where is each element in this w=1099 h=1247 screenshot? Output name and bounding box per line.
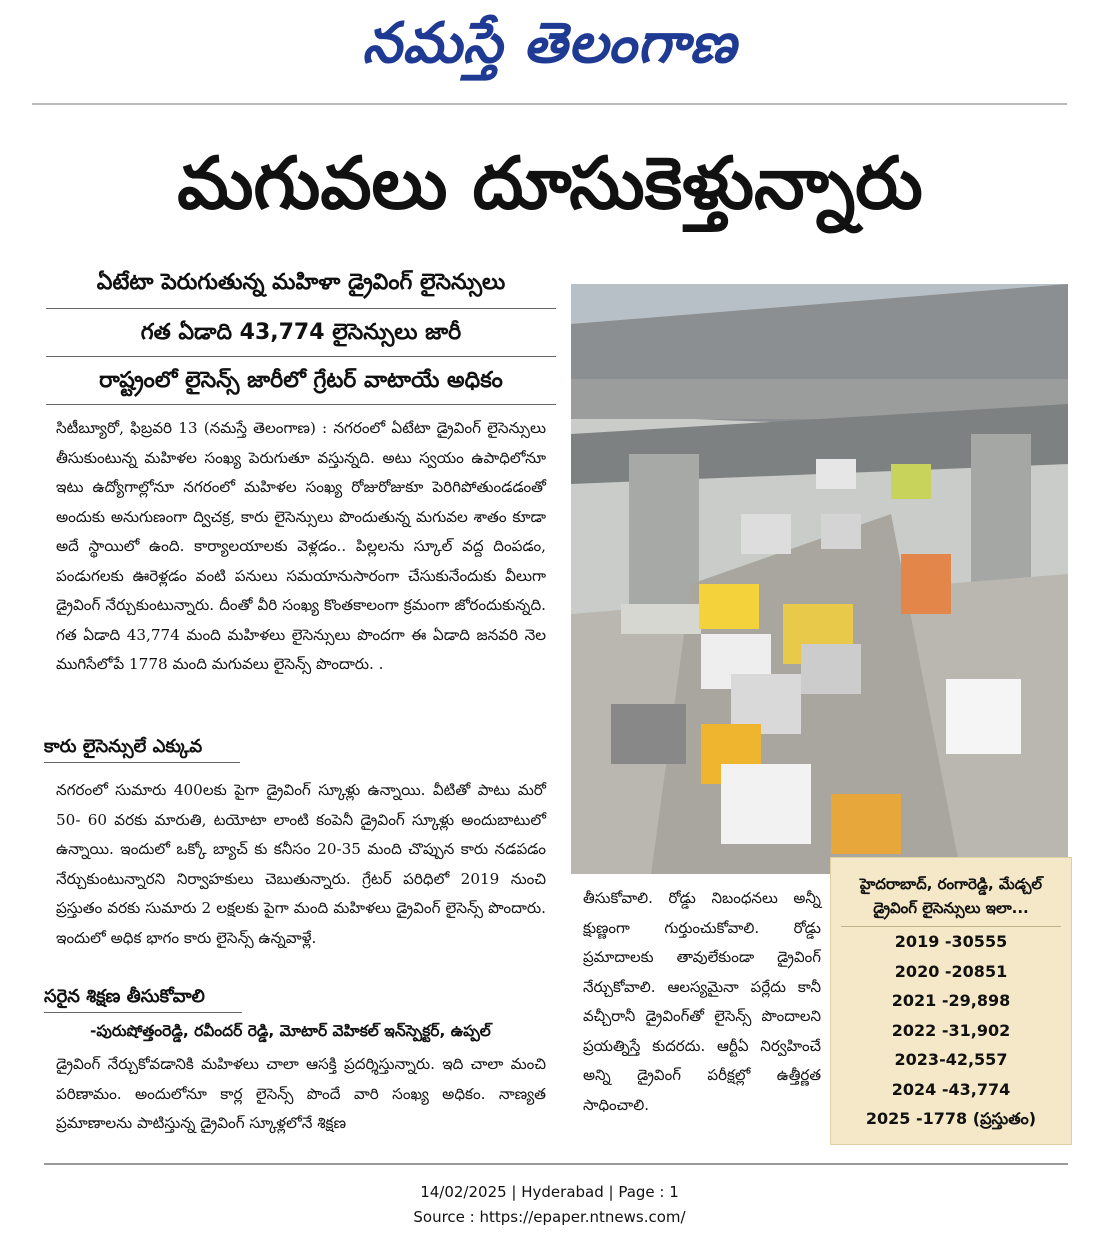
- article-paragraph-4: తీసుకోవాలి. రోడ్డు నిబంధనలు అన్నీ క్షుణ్ణంగా గుర్తుంచుకోవాలి. రోడ్డు ప్రమాదాలకు తావులేకుండా డ్రైవింగ్ నేర్చుకోవాలి. ఆలస్యమైనా పర్లేదు కానీ వచ్చీరానీ డ్రైవింగ్‌తో లైసెన్స్ పొందాలని ప్రయత్నిస్తే కుదరదు. ఆర్టీఏ నిర్వహించే అన్ని డ్రైవింగ్ పరీక్షల్లో ఉత్తీర్ణత సాధించాలి.: [583, 889, 821, 1114]
- stats-row: 2023-42,557: [894, 1050, 1008, 1069]
- article-paragraph-3: డ్రైవింగ్ నేర్చుకోవడానికి మహిళలు చాలా ఆసక్తి ప్రదర్శిస్తున్నారు. ఇది చాలా మంచి పరిణామం. అందులోనూ కార్ల లైసెన్స్ పొందే వారి సంఖ్య అధికం. నాణ్యత ప్రమాణాలను పాటిస్తున్న డ్రైవింగ్ స్కూళ్లలోనే శిక్షణ: [56, 1055, 546, 1132]
- masthead: [0, 0, 1099, 100]
- subheading-divider: [46, 356, 556, 357]
- stats-row: 2025 -1778 (ప్రస్తుతం): [865, 1109, 1037, 1128]
- section-heading-car-licenses: కారు లైసెన్సులే ఎక్కువ: [44, 736, 203, 757]
- article-paragraph-2: నగరంలో సుమారు 400లకు పైగా డ్రైవింగ్ స్కూళ్లు ఉన్నాయి. వీటితో పాటు మరో 50- 60 వరకు మారుతి, టయోటా లాంటి కంపెనీ డ్రైవింగ్ స్కూళ్లు అందుబాటులో ఉన్నాయి. ఇందులో ఒక్కో బ్యాచ్ కు కనీసం 20-35 మంది చొప్పున కారు నడపడం నేర్చుకుంటున్నారని నిర్వాహకులు చెబుతున్నారు. గ్రేటర్ పరిధిలో 2019 నుంచి ప్రస్తుతం వరకు సుమారు 2 లక్షలకు పైగా మంది మహిళలు డ్రైవింగ్ లైసెన్స్ పొందారు. ఇందులో అధిక భాగం కారు లైసెన్స్ ఉన్నవాళ్లే.: [56, 781, 546, 947]
- byline: -పురుషోత్తంరెడ్డి, రవీందర్ రెడ్డి, మోటార్ వెహికల్ ఇన్‌స్పెక్టర్, ఉప్పల్: [90, 1022, 491, 1040]
- footer-source-link[interactable]: Source : https://epaper.ntnews.com/: [413, 1208, 686, 1226]
- section-underline: [44, 1012, 242, 1013]
- stats-box-title: హైదరాబాద్, రంగారెడ్డి, మేడ్చల్ డ్రైవింగ్ లైసెన్సులు ఇలా...: [841, 858, 1061, 927]
- stats-row: 2022 -31,902: [891, 1020, 1011, 1040]
- stats-row: 2021 -29,898: [891, 991, 1011, 1010]
- traffic-photo: [571, 284, 1068, 874]
- subheading-3: రాష్ట్రంలో లైసెన్స్ జారీలో గ్రేటర్ వాటాయే అధికం: [99, 368, 503, 393]
- footer-divider: [44, 1163, 1068, 1165]
- subheading-2: గత ఏడాది 43,774 లైసెన్సులు జారీ: [140, 320, 462, 345]
- section-heading-training: సరైన శిక్షణ తీసుకోవాలి: [44, 986, 205, 1007]
- headline: మగువలు దూసుకెళ్తున్నారు: [177, 141, 923, 225]
- subheading-divider: [46, 404, 556, 405]
- subheading-divider: [46, 308, 556, 309]
- footer-date-edition: 14/02/2025 | Hyderabad | Page : 1: [420, 1183, 679, 1201]
- stats-row: 2020 -20851: [894, 961, 1008, 981]
- flyover-traffic-image: [571, 284, 1068, 874]
- masthead-logo: నమస్తే తెలంగాణ: [362, 10, 737, 76]
- stats-row: 2019 -30555: [894, 932, 1008, 951]
- masthead-divider: [32, 103, 1067, 105]
- subheading-1: ఏటేటా పెరుగుతున్న మహిళా డ్రైవింగ్ లైసెన్సులు: [96, 270, 506, 295]
- article-paragraph-1: సిటీబ్యూరో, ఫిబ్రవరి 13 (నమస్తే తెలంగాణ) : నగరంలో ఏటేటా డ్రైవింగ్ లైసెన్సులు తీసుకుంటున్న మహిళల సంఖ్య పెరుగుతూ వస్తున్నది. అటు స్వయం ఉపాధిలోనూ ఇటు ఉద్యోగాల్లోనూ నగరంలో మహిళల సంఖ్య రోజురోజుకూ పెరిగిపోతుండడంతో అందుకు అనుగుణంగా ద్విచక్ర, కారు లైసెన్సులు పొందుతున్న మగువల శాతం కూడా అదే స్థాయిలో ఉంది. కార్యాలయాలకు వెళ్లడం.. పిల్లలను స్కూల్ వద్ద దింపడం, పండుగలకు ఊరెళ్లడం వంటి పనులు సమయానుసారంగా చేసుకునేందుకు వీలుగా డ్రైవింగ్ నేర్చుకుంటున్నారు. దీంతో వీరి సంఖ్య కొంతకాలంగా క్రమంగా జోరందుకున్నది. గత ఏడాది 43,774 మంది మహిళలు లైసెన్సులు పొందగా ఈ ఏడాది జనవరి నెల ముగిసేలోపే 1778 మంది మగువలు లైసెన్స్ పొందారు. .: [56, 419, 546, 673]
- stats-row: 2024 -43,774: [891, 1079, 1011, 1099]
- license-stats-box: [830, 857, 1072, 1145]
- section-underline: [44, 762, 240, 763]
